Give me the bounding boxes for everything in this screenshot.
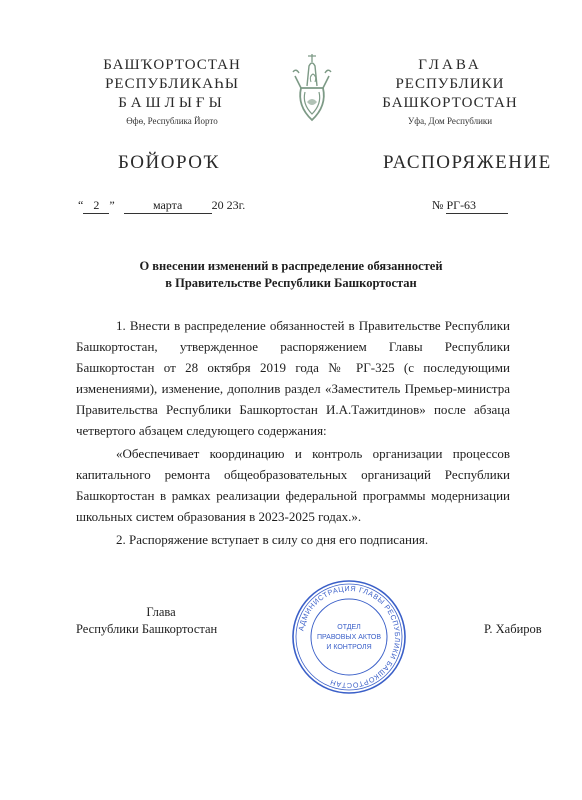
signatory-title bbox=[76, 604, 246, 638]
header-right-line1: ГЛАВА bbox=[418, 57, 482, 73]
doc-type-bashkir: БОЙОРОҠ bbox=[118, 152, 220, 173]
signatory-title-line1: Глава bbox=[146, 605, 176, 619]
document-title bbox=[0, 258, 582, 292]
date-month: марта bbox=[124, 198, 212, 214]
date-year-suffix: 23 bbox=[226, 198, 239, 212]
signatory-title-line2: Республики Башкортостан bbox=[76, 622, 218, 636]
date-day: 2 bbox=[83, 198, 109, 214]
date-close-quote: ” bbox=[109, 198, 115, 212]
official-stamp bbox=[290, 578, 408, 696]
document-date bbox=[78, 198, 245, 214]
number-sign: № bbox=[432, 198, 444, 212]
emblem-icon bbox=[287, 46, 337, 126]
header-right-line2: РЕСПУБЛИКИ bbox=[395, 76, 505, 92]
title-line1: О внесении изменений в распределение обязанностей bbox=[139, 259, 443, 273]
header-right-address: Уфа, Дом Республики bbox=[407, 116, 493, 126]
header-left-line3: БАШЛЫҒЫ bbox=[118, 95, 226, 111]
header-right-line3: БАШКОРТОСТАН bbox=[382, 95, 518, 111]
document-body bbox=[76, 315, 510, 550]
stamp-center-line3: И КОНТРОЛЯ bbox=[326, 644, 372, 651]
signatory-name: Р. Хабиров bbox=[484, 622, 542, 636]
header-right-block bbox=[375, 56, 525, 113]
number-value: РГ-63 bbox=[446, 198, 508, 214]
paragraph-1: 1. Внести в распределение обязанностей в Правительстве Республики Башкортостан, утвержденное распоряжением Главы Республики Башкортостан от 28 октября 2019 года № РГ-325 (с последующими изменениями), изменение, дополнив раздел «Заместитель Премьер-министра Правительства Республики Башкортостан И.А.Тажитдинов» после абзаца четвертого абзацем следующего содержания: bbox=[76, 318, 510, 438]
doc-type-russian: РАСПОРЯЖЕНИЕ bbox=[383, 152, 552, 173]
date-year-abbr: г. bbox=[238, 198, 246, 212]
header-left-line2: РЕСПУБЛИКАҺЫ bbox=[105, 76, 239, 92]
header-left-line1: БАШҠОРТОСТАН bbox=[103, 57, 241, 73]
stamp-center-line2: ПРАВОВЫХ АКТОВ bbox=[316, 634, 382, 641]
coat-of-arms-emblem bbox=[287, 46, 337, 126]
stamp-center-line1: ОТДЕЛ bbox=[337, 624, 361, 631]
title-line2: в Правительстве Республики Башкортостан bbox=[165, 276, 417, 290]
header-left-address: Өфө, Республика Йорто bbox=[126, 116, 218, 126]
date-year-prefix: 20 bbox=[211, 198, 224, 212]
paragraph-3: 2. Распоряжение вступает в силу со дня его подписания. bbox=[116, 532, 429, 547]
document-number bbox=[432, 198, 508, 214]
paragraph-2: «Обеспечивает координацию и контроль организации процессов капитального ремонта общеобразовательных организаций Республики Башкортостан в рамках реализации федеральной программы модернизации школьных систем образования в 2023-2025 годах.». bbox=[76, 446, 510, 524]
stamp-outer-text: АДМИНИСТРАЦИЯ ГЛАВЫ РЕСПУБЛИКИ БАШКОРТОСТАН bbox=[296, 583, 403, 691]
header-left-block bbox=[72, 56, 272, 113]
date-open-quote: “ bbox=[78, 198, 84, 212]
stamp-seal-icon bbox=[290, 578, 408, 696]
